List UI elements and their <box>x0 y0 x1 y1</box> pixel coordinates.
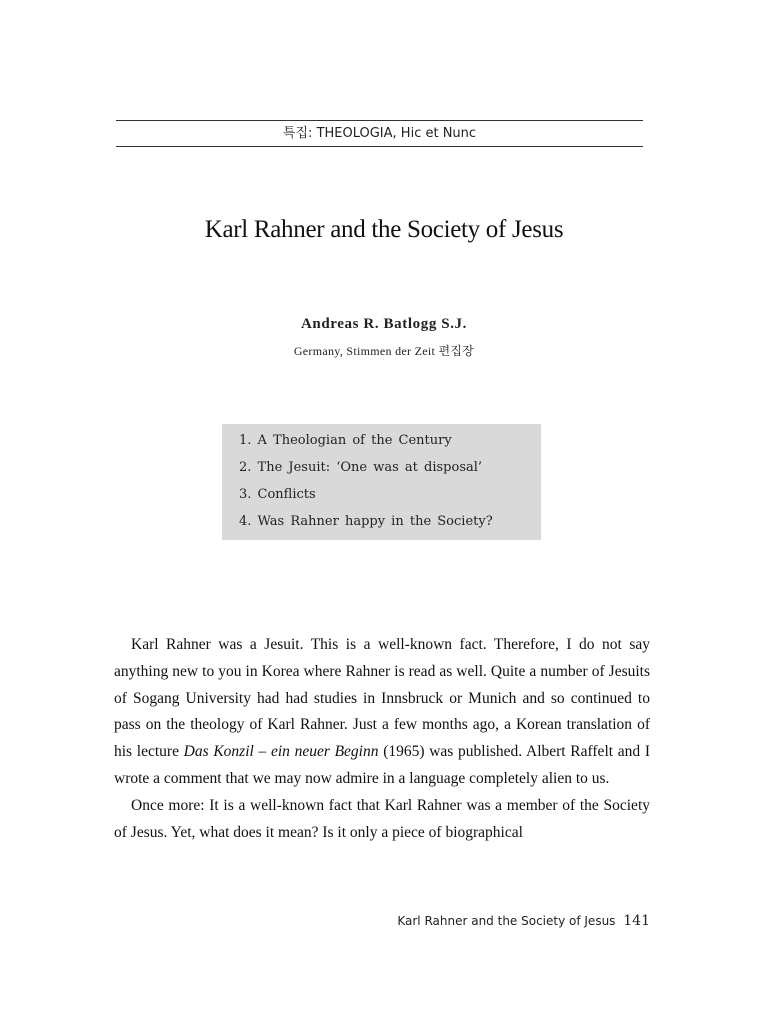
journal-section-header <box>116 120 643 147</box>
toc-item: 1. A Theologian of the Century <box>239 433 452 448</box>
page-number: 141 <box>623 913 650 929</box>
section-title: THEOLOGIA, Hic et Nunc <box>316 126 477 141</box>
paragraph-text: Karl Rahner was a Jesuit. This is a well-known fact. Therefore, I do not say anything new to you in Korea where Rahner is read as well. Quite a number of Jesuits of Sogang University had had studies in Innsbruck or Munich and so continued to pass on the theology of Karl Rahner. Just a few months ago, a Korean translation of his lecture <box>114 636 650 761</box>
author-affiliation: Germany, Stimmen der Zeit 편집장 <box>293 344 475 358</box>
toc-item: 3. Conflicts <box>239 487 316 502</box>
paragraph-text: Once more: It is a well-known fact that Karl Rahner was a member of the Society of Jesus. Yet, what does it mean? Is it only a piece of biographical <box>114 796 650 841</box>
toc-item: 2. The Jesuit: ‘One was at disposal’ <box>239 460 483 475</box>
running-title: Karl Rahner and the Society of Jesus <box>397 914 616 928</box>
lecture-title: Das Konzil – ein neuer Beginn <box>183 743 379 761</box>
toc-item: 4. Was Rahner happy in the Society? <box>239 514 493 529</box>
body-paragraph <box>114 793 650 847</box>
paragraph-text: (1965) was published. Albert Raffelt and I wrote a comment that we may now admire in a language completely alien to us. <box>114 743 650 787</box>
table-of-contents <box>222 424 541 540</box>
article-body <box>114 632 650 846</box>
body-paragraph <box>114 632 650 793</box>
article-title: Karl Rahner and the Society of Jesus <box>204 216 564 243</box>
page-footer <box>397 913 650 929</box>
section-label: 특집: <box>282 126 313 141</box>
author-name: Andreas R. Batlogg S.J. <box>300 316 468 332</box>
